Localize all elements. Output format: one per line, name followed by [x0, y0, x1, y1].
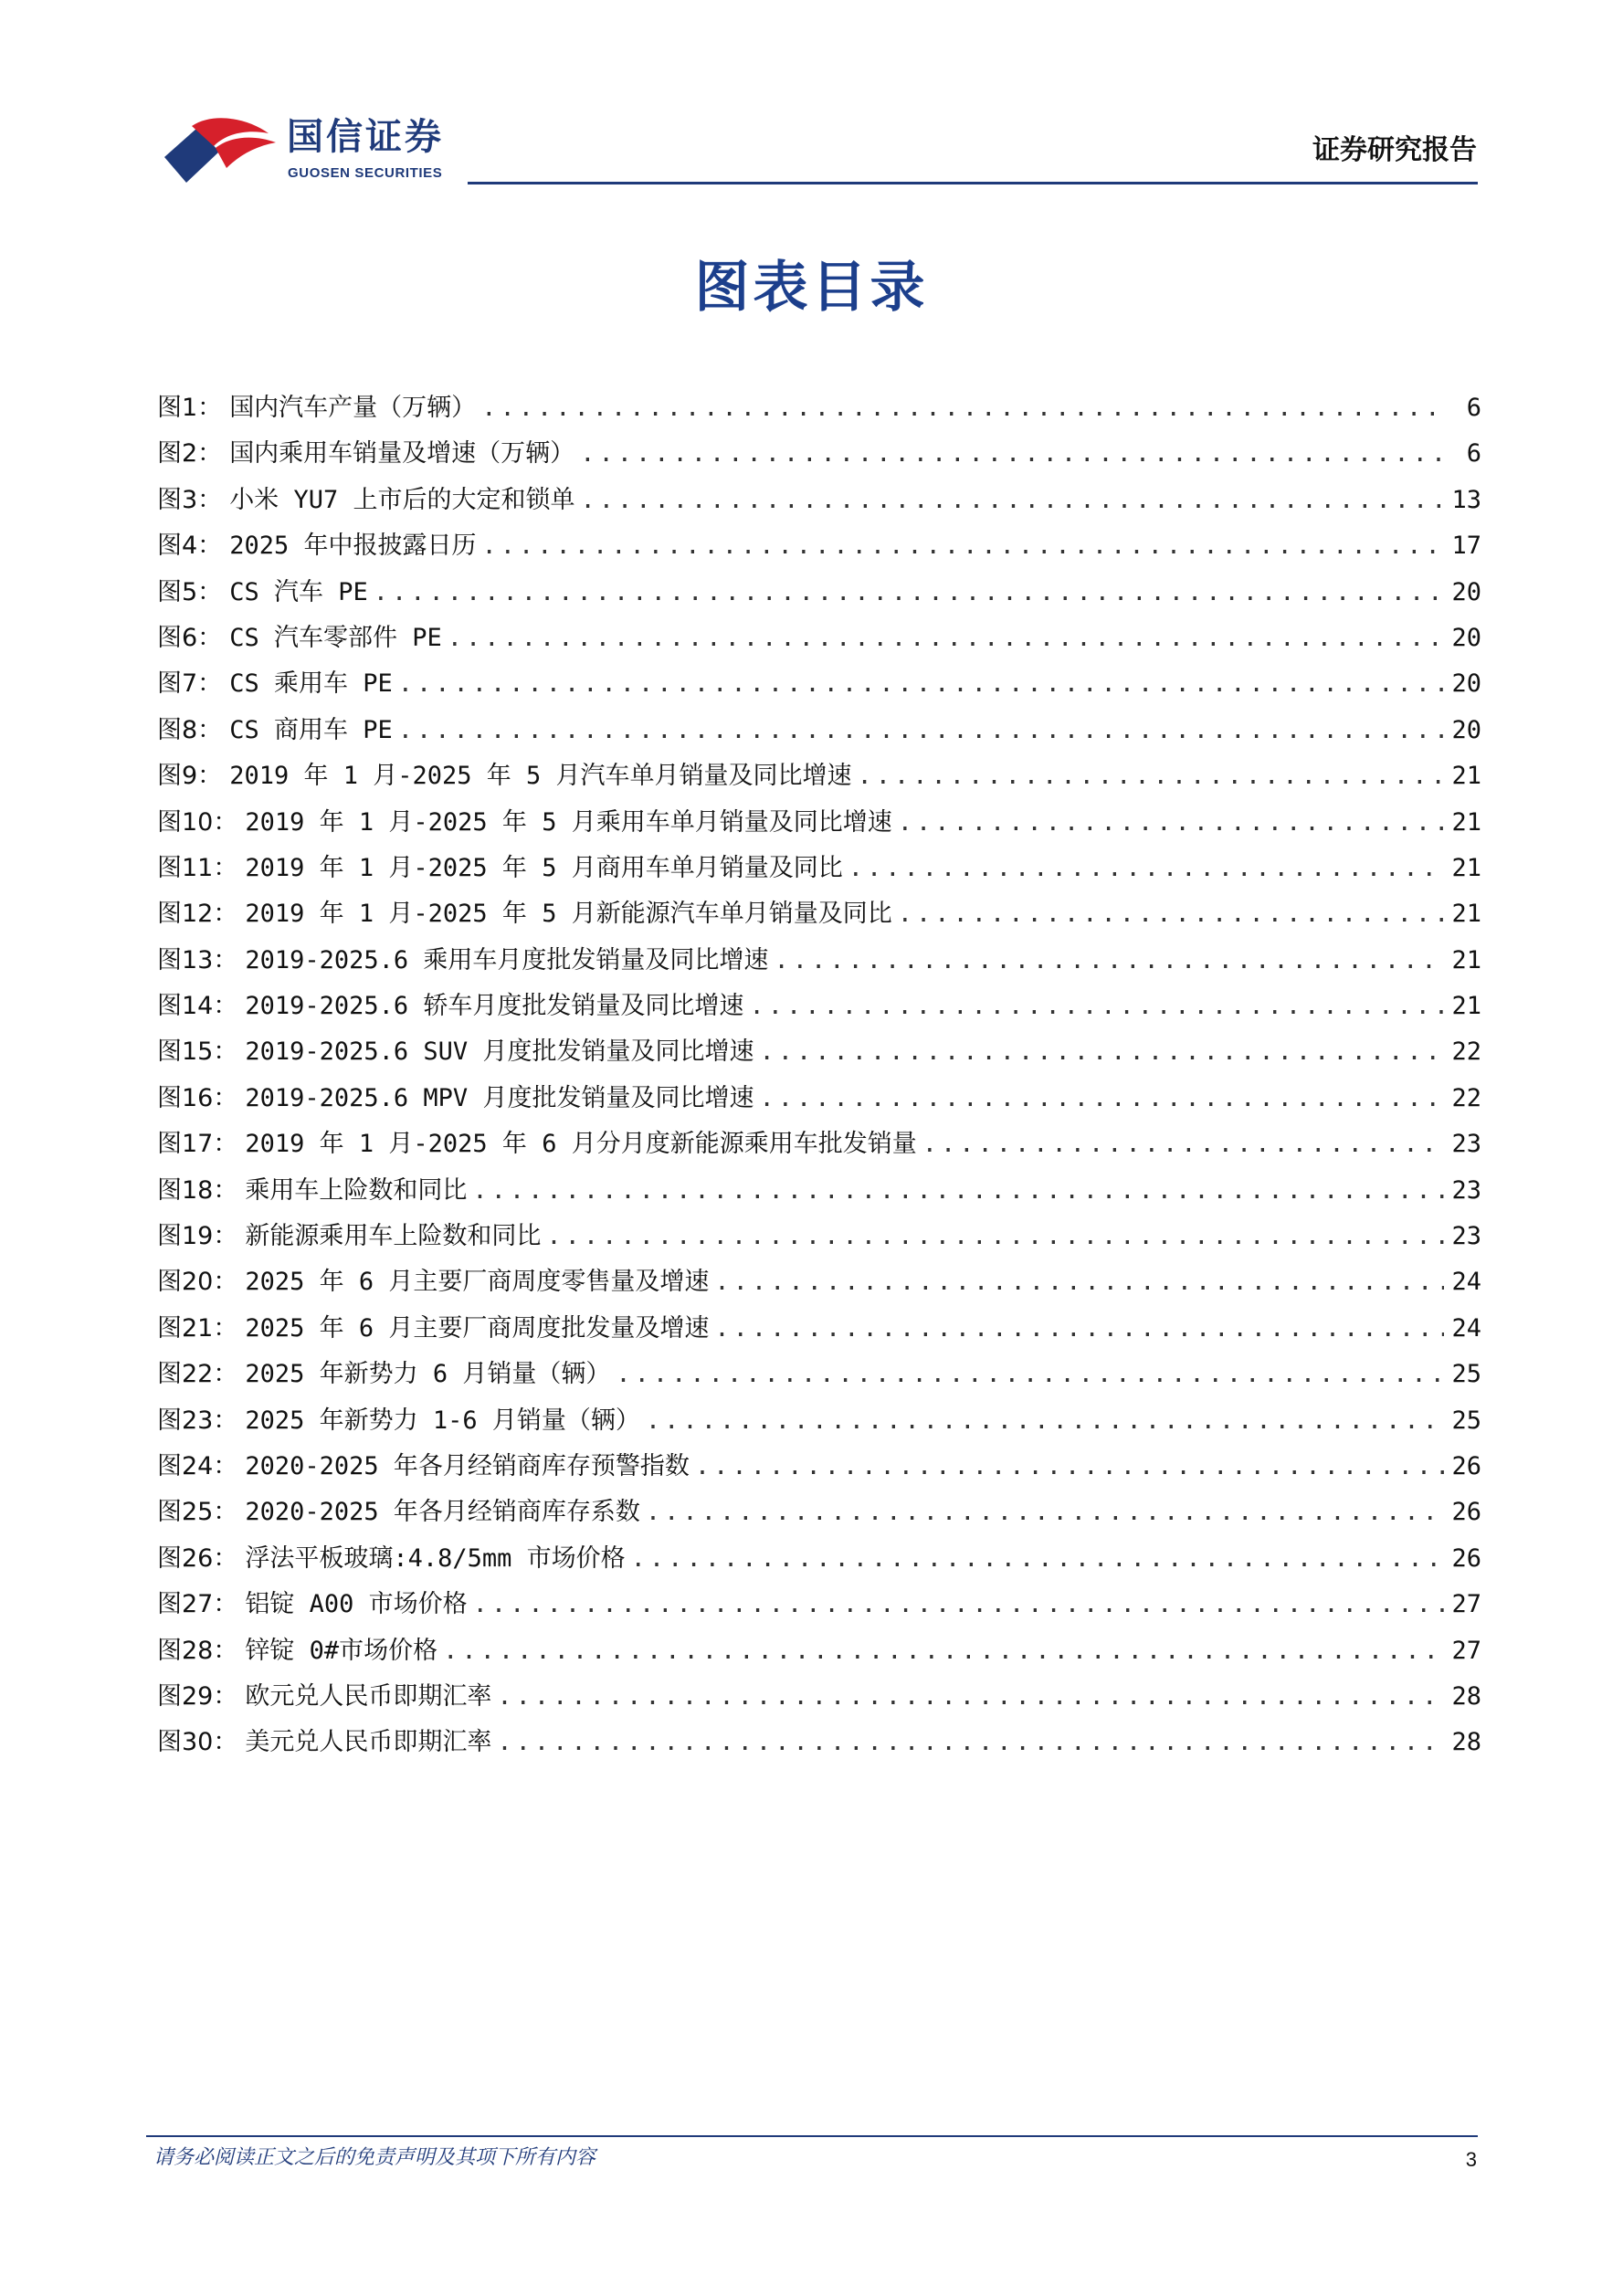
toc-entry[interactable] [157, 570, 1481, 616]
toc-leader-dots [631, 1536, 1445, 1582]
toc-entry-title: 2019 年 1 月-2025 年 5 月商用车单月销量及同比 [245, 853, 843, 882]
toc-entry-label: 图18： [157, 1175, 238, 1205]
toc-entry[interactable] [157, 523, 1481, 569]
toc-entry-title: CS 汽车 PE [229, 577, 368, 606]
toc-entry-page: 27 [1451, 1636, 1481, 1665]
toc-entry-page: 17 [1451, 532, 1481, 561]
toc-entry-label: 图9： [157, 762, 223, 791]
toc-entry-label: 图26： [157, 1543, 238, 1573]
toc-leader-dots [898, 800, 1445, 846]
toc-entry[interactable] [157, 891, 1481, 937]
toc-leader-dots [398, 661, 1445, 707]
toc-entry-label: 图1： [157, 394, 223, 422]
toc-leader-dots [714, 1259, 1444, 1305]
toc-leader-dots [848, 846, 1445, 891]
toc-leader-dots [714, 1306, 1444, 1352]
toc-entry-title: 国内乘用车销量及增速（万辆） [229, 439, 575, 469]
toc-entry-title: 欧元兑人民币即期汇率 [245, 1681, 492, 1711]
toc-entry-label: 图30： [157, 1728, 238, 1757]
toc-entry-page: 21 [1451, 992, 1481, 1021]
figure-toc [157, 385, 1481, 1766]
toc-entry-page: 24 [1451, 1313, 1481, 1343]
toc-entry-page: 27 [1451, 1590, 1481, 1619]
toc-entry-page: 25 [1451, 1360, 1481, 1389]
toc-entry-title: 铝锭 A00 市场价格 [245, 1590, 468, 1619]
toc-entry[interactable] [157, 753, 1481, 799]
toc-entry-page: 20 [1451, 669, 1481, 699]
toc-entry-title: 2019-2025.6 轿车月度批发销量及同比增速 [245, 992, 744, 1021]
toc-entry-title: CS 商用车 PE [229, 715, 393, 744]
toc-leader-dots [473, 1582, 1445, 1627]
toc-entry[interactable] [157, 478, 1481, 523]
toc-entry-label: 图4： [157, 532, 223, 561]
report-type-label: 证券研究报告 [1312, 134, 1477, 166]
toc-entry-title: CS 汽车零部件 PE [229, 623, 442, 652]
toc-entry-page: 26 [1451, 1498, 1481, 1527]
toc-entry-title: 2020-2025 年各月经销商库存预警指数 [245, 1451, 690, 1480]
toc-entry-title: 2020-2025 年各月经销商库存系数 [245, 1498, 640, 1527]
toc-entry-title: 2019 年 1 月-2025 年 5 月新能源汽车单月销量及同比 [245, 900, 892, 929]
toc-entry-page: 26 [1451, 1543, 1481, 1573]
toc-entry-label: 图6： [157, 623, 223, 652]
toc-entry[interactable] [157, 1674, 1481, 1720]
toc-entry-title: 2019 年 1 月-2025 年 5 月乘用车单月销量及同比增速 [245, 807, 892, 837]
toc-entry-title: 2019 年 1 月-2025 年 6 月分月度新能源乘用车批发销量 [245, 1130, 917, 1159]
toc-leader-dots [497, 1720, 1444, 1765]
toc-entry-page: 20 [1451, 577, 1481, 606]
toc-entry-page: 20 [1451, 715, 1481, 744]
toc-entry[interactable] [157, 1306, 1481, 1352]
toc-entry-label: 图11： [157, 853, 238, 882]
toc-entry-label: 图22： [157, 1360, 238, 1389]
toc-leader-dots [646, 1490, 1445, 1535]
toc-entry-title: 2019-2025.6 乘用车月度批发销量及同比增速 [245, 945, 769, 974]
toc-entry-page: 22 [1451, 1037, 1481, 1067]
toc-entry-label: 图17： [157, 1130, 238, 1159]
toc-entry-page: 21 [1451, 807, 1481, 837]
toc-entry-page: 25 [1451, 1406, 1481, 1435]
toc-entry[interactable] [157, 1444, 1481, 1490]
toc-entry-label: 图13： [157, 945, 238, 974]
toc-leader-dots [774, 938, 1444, 984]
toc-entry[interactable] [157, 431, 1481, 477]
footer-divider [146, 2135, 1478, 2137]
toc-entry-title: 锌锭 0#市场价格 [245, 1636, 438, 1665]
toc-leader-dots [481, 385, 1447, 431]
toc-leader-dots [448, 616, 1445, 661]
toc-entry-page: 13 [1451, 485, 1481, 514]
toc-entry[interactable] [157, 1398, 1481, 1444]
toc-leader-dots [374, 570, 1445, 616]
toc-entry-page: 20 [1451, 623, 1481, 652]
toc-entry-page: 21 [1451, 762, 1481, 791]
toc-entry-label: 图12： [157, 900, 238, 929]
page-title: 图表目录 [694, 256, 929, 320]
page-number: 3 [1465, 2148, 1477, 2171]
toc-entry[interactable] [157, 1259, 1481, 1305]
toc-entry[interactable] [157, 708, 1481, 753]
toc-entry-title: 2019-2025.6 SUV 月度批发销量及同比增速 [245, 1037, 754, 1067]
toc-entry-label: 图15： [157, 1037, 238, 1067]
toc-entry-title: 新能源乘用车上险数和同比 [245, 1222, 542, 1251]
toc-entry-label: 图24： [157, 1451, 238, 1480]
toc-entry-label: 图5： [157, 577, 223, 606]
toc-entry[interactable] [157, 616, 1481, 661]
toc-entry-label: 图8： [157, 715, 223, 744]
toc-entry-label: 图19： [157, 1222, 238, 1251]
toc-entry-label: 图27： [157, 1590, 238, 1619]
company-name-cn: 国信证券 [287, 116, 444, 158]
footer-disclaimer: 请务必阅读正文之后的免责声明及其项下所有内容 [153, 2146, 596, 2169]
toc-leader-dots [922, 1122, 1445, 1167]
toc-entry[interactable] [157, 1029, 1481, 1075]
company-name-en: GUOSEN SECURITIES [288, 165, 443, 181]
toc-leader-dots [749, 984, 1444, 1029]
toc-entry-page: 23 [1451, 1222, 1481, 1251]
toc-entry-page: 21 [1451, 945, 1481, 974]
toc-entry[interactable] [157, 1122, 1481, 1167]
toc-entry-title: 2025 年新势力 1-6 月销量（辆） [245, 1406, 640, 1435]
toc-entry[interactable] [157, 1168, 1481, 1214]
toc-entry-title: 2025 年中报披露日历 [229, 532, 477, 561]
toc-entry-page: 21 [1451, 900, 1481, 929]
toc-entry[interactable] [157, 1214, 1481, 1259]
toc-entry[interactable] [157, 1628, 1481, 1674]
toc-entry-page: 24 [1451, 1268, 1481, 1297]
toc-entry-label: 图16： [157, 1083, 238, 1112]
toc-entry-title: 美元兑人民币即期汇率 [245, 1728, 492, 1757]
toc-entry-label: 图10： [157, 807, 238, 837]
toc-entry-label: 图7： [157, 669, 223, 699]
toc-entry-page: 6 [1466, 439, 1481, 469]
toc-entry[interactable] [157, 800, 1481, 846]
toc-leader-dots [858, 753, 1445, 799]
toc-entry-title: 乘用车上险数和同比 [245, 1175, 468, 1205]
toc-entry-title: 浮法平板玻璃:4.8/5mm 市场价格 [245, 1543, 626, 1573]
toc-entry-title: 2019-2025.6 MPV 月度批发销量及同比增速 [245, 1083, 754, 1112]
toc-leader-dots [898, 891, 1445, 937]
toc-entry-title: 小米 YU7 上市后的大定和锁单 [229, 485, 575, 514]
toc-entry[interactable] [157, 1582, 1481, 1627]
toc-entry-title: 国内汽车产量（万辆） [229, 394, 477, 422]
toc-entry[interactable] [157, 938, 1481, 984]
guosen-logo-icon [161, 115, 279, 188]
toc-leader-dots [398, 708, 1445, 753]
toc-entry-page: 23 [1451, 1130, 1481, 1159]
toc-entry[interactable] [157, 1490, 1481, 1535]
toc-entry-label: 图2： [157, 439, 223, 469]
toc-leader-dots [472, 1168, 1444, 1214]
toc-leader-dots [759, 1076, 1444, 1122]
toc-leader-dots [580, 431, 1447, 477]
toc-entry-label: 图25： [157, 1498, 238, 1527]
toc-leader-dots [546, 1214, 1444, 1259]
toc-entry-page: 28 [1451, 1728, 1481, 1757]
toc-entry[interactable] [157, 661, 1481, 707]
toc-leader-dots [443, 1628, 1444, 1674]
toc-entry-label: 图21： [157, 1313, 238, 1343]
toc-entry-label: 图28： [157, 1636, 238, 1665]
toc-entry-label: 图23： [157, 1406, 238, 1435]
toc-entry[interactable] [157, 1720, 1481, 1765]
toc-entry[interactable] [157, 385, 1481, 431]
toc-entry-title: 2019 年 1 月-2025 年 5 月汽车单月销量及同比增速 [229, 762, 852, 791]
toc-entry[interactable] [157, 1076, 1481, 1122]
toc-leader-dots [616, 1352, 1444, 1397]
toc-entry-page: 6 [1466, 394, 1481, 422]
toc-entry-label: 图29： [157, 1681, 238, 1711]
toc-entry-title: 2025 年新势力 6 月销量（辆） [245, 1360, 611, 1389]
toc-entry[interactable] [157, 1352, 1481, 1397]
toc-entry-label: 图20： [157, 1268, 238, 1297]
toc-entry-title: 2025 年 6 月主要厂商周度零售量及增速 [245, 1268, 710, 1297]
toc-entry[interactable] [157, 984, 1481, 1029]
toc-entry-page: 28 [1451, 1681, 1481, 1711]
page-header [0, 0, 1623, 192]
toc-entry[interactable] [157, 846, 1481, 891]
toc-entry-title: CS 乘用车 PE [229, 669, 393, 699]
toc-entry-page: 26 [1451, 1451, 1481, 1480]
toc-leader-dots [759, 1029, 1444, 1075]
toc-leader-dots [695, 1444, 1445, 1490]
toc-entry-title: 2025 年 6 月主要厂商周度批发量及增速 [245, 1313, 710, 1343]
toc-entry-label: 图3： [157, 485, 223, 514]
toc-leader-dots [646, 1398, 1445, 1444]
toc-entry-page: 23 [1451, 1175, 1481, 1205]
toc-entry-label: 图14： [157, 992, 238, 1021]
toc-entry-page: 21 [1451, 853, 1481, 882]
toc-leader-dots [580, 478, 1444, 523]
toc-entry-page: 22 [1451, 1083, 1481, 1112]
toc-leader-dots [481, 523, 1444, 569]
header-divider [468, 182, 1478, 184]
toc-leader-dots [497, 1674, 1444, 1720]
toc-entry[interactable] [157, 1536, 1481, 1582]
